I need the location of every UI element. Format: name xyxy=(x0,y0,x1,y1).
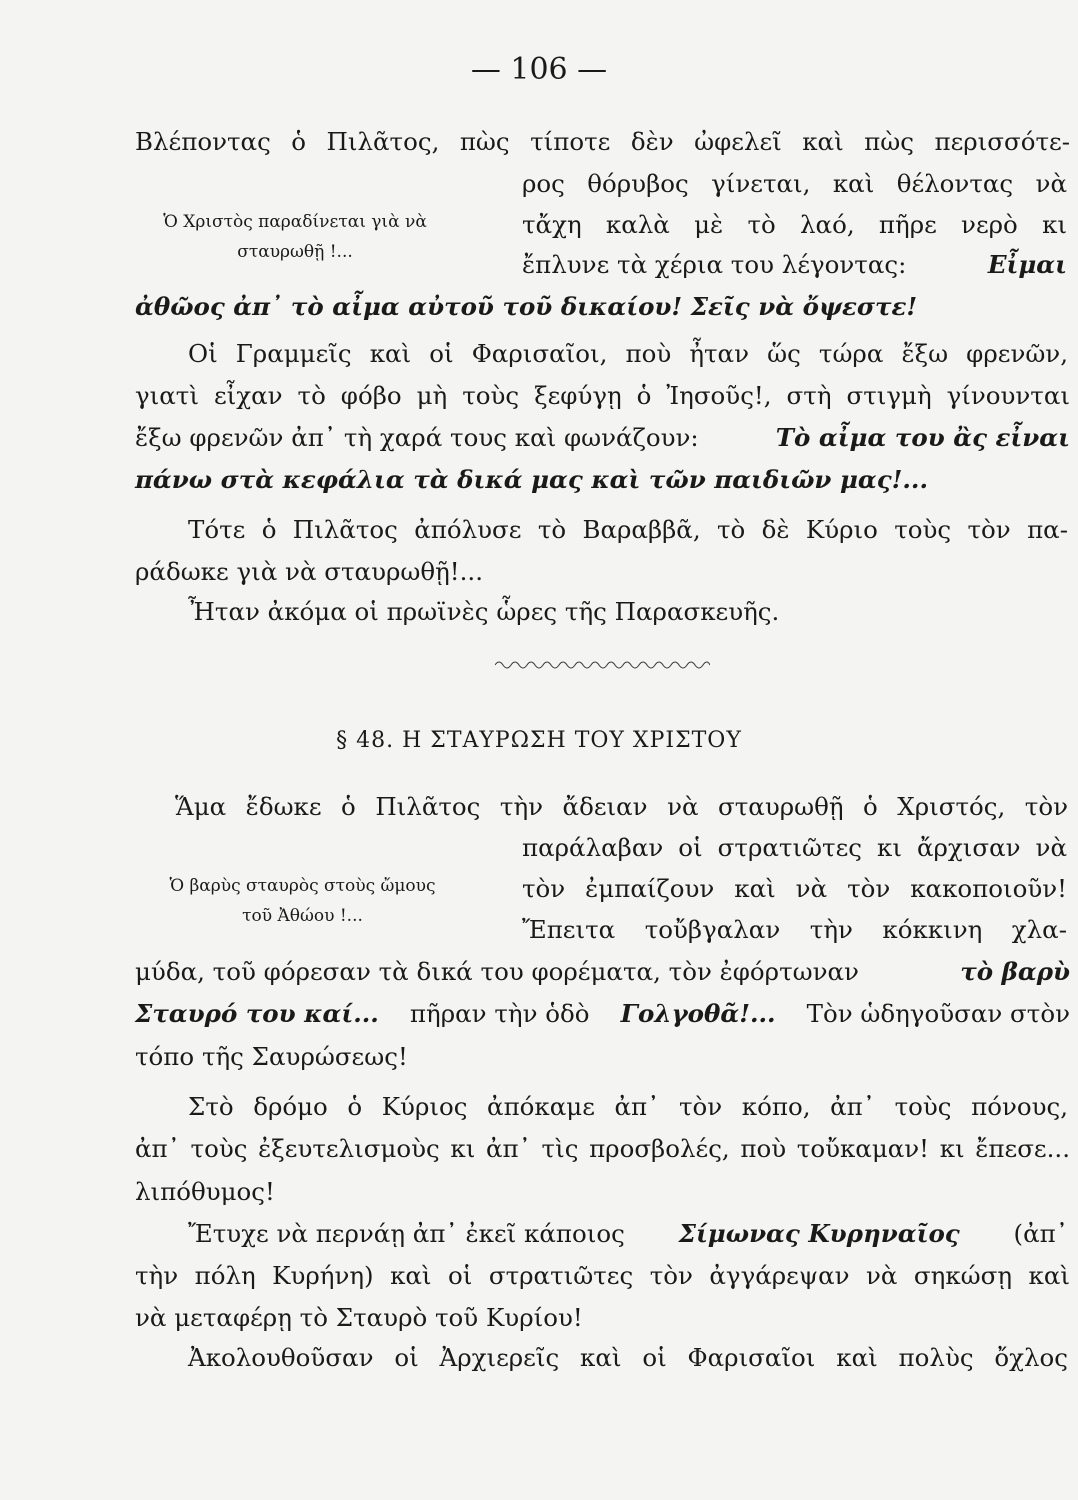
margin-note xyxy=(115,872,490,932)
text-line: Οἱ Γραμμεῖς καὶ οἱ Φαρισαῖοι, ποὺ ἦταν ὥς τώρα ἔξω φρενῶν, xyxy=(188,339,1068,368)
text-line: γιατὶ εἶχαν τὸ φόβο μὴ τοὺς ξεφύγῃ ὁ Ἰησοῦς!, στὴ στιγμὴ γίνουνται xyxy=(135,381,1070,410)
text-line: λιπόθυμος! xyxy=(135,1177,275,1206)
emphasis-line: ἀθῶος ἀπ᾽ τὸ αἶμα αὐτοῦ τοῦ δικαίου! Σεῖς νὰ ὄψεστε! xyxy=(135,292,918,321)
page-number: — 106 — xyxy=(470,52,608,87)
text-line: τὴν πόλη Κυρήνη) καὶ οἱ στρατιῶτες τὸν ἀγγάρεψαν νὰ σηκώσῃ καὶ xyxy=(135,1261,1070,1290)
margin-note-line: σταυρωθῇ !... xyxy=(237,241,353,262)
text-line: ἀπ᾽ τοὺς ἐξευτελισμοὺς κι ἀπ᾽ τὶς προσβολές, ποὺ τοὔκαμαν! κι ἔπεσε... xyxy=(135,1134,1070,1163)
emphasis-line: πάνω στὰ κεφάλια τὰ δικά μας καὶ τῶν παιδιῶν μας!... xyxy=(135,465,928,494)
text-line xyxy=(522,250,1067,279)
text-span: Τὸν ὡδηγοῦσαν στὸν xyxy=(806,999,1070,1028)
emphasis-text: Σίμωνας Κυρηναῖος xyxy=(678,1219,960,1248)
text-line xyxy=(135,957,1070,986)
text-span: (ἀπ᾽ xyxy=(1013,1219,1068,1248)
section-title: § 48. Η ΣΤΑΥΡΩΣΗ ΤΟΥ ΧΡΙΣΤΟΥ xyxy=(336,728,742,753)
text-span: ἔξω φρενῶν ἀπ᾽ τὴ χαρά τους καὶ φωνάζουν: xyxy=(135,423,699,452)
emphasis-text: Γολγοθᾶ!... xyxy=(620,999,776,1028)
text-line: Ἦταν ἀκόμα οἱ πρωϊνὲς ὧρες τῆς Παρασκευῆς. xyxy=(188,597,780,626)
margin-note-line: τοῦ Ἀθώου !... xyxy=(242,905,363,926)
text-span: ἔπλυνε τὰ χέρια του λέγοντας: xyxy=(522,250,907,279)
text-line: παράλαβαν οἱ στρατιῶτες κι ἄρχισαν νὰ xyxy=(522,833,1067,862)
text-line xyxy=(135,423,1070,452)
emphasis-text: Σταυρό του καί... xyxy=(135,999,379,1028)
text-line: νὰ μεταφέρῃ τὸ Σταυρὸ τοῦ Κυρίου! xyxy=(135,1303,583,1332)
text-span: πῆραν τὴν ὁδὸ xyxy=(409,999,590,1028)
text-line: Τότε ὁ Πιλᾶτος ἀπόλυσε τὸ Βαραββᾶ, τὸ δὲ Κύριο τοὺς τὸν πα- xyxy=(188,515,1068,544)
wavy-divider xyxy=(495,655,710,675)
margin-note-line: Ὁ Χριστὸς παραδίνεται γιὰ νὰ xyxy=(163,212,427,232)
margin-note xyxy=(100,208,490,268)
text-line: Ἅμα ἔδωκε ὁ Πιλᾶτος τὴν ἄδειαν νὰ σταυρωθῇ ὁ Χριστός, τὸν xyxy=(175,792,1068,821)
text-span: Ἔτυχε νὰ περνάῃ ἀπ᾽ ἐκεῖ κάποιος xyxy=(188,1219,625,1248)
text-line: Ἀκολουθοῦσαν οἱ Ἀρχιερεῖς καὶ οἱ Φαρισαῖοι καὶ πολὺς ὄχλος xyxy=(188,1343,1068,1372)
text-line: ρος θόρυβος γίνεται, καὶ θέλοντας νὰ xyxy=(522,169,1067,198)
emphasis-text: Εἶμαι xyxy=(987,250,1067,279)
text-line: Ἔπειτα τοὔβγαλαν τὴν κόκκινη χλα- xyxy=(522,915,1067,944)
text-line: τἄχη καλὰ μὲ τὸ λαό, πῆρε νερὸ κι xyxy=(522,210,1067,239)
emphasis-text: τὸ βαρὺ xyxy=(960,957,1070,986)
text-line: Στὸ δρόμο ὁ Κύριος ἀπόκαμε ἀπ᾽ τὸν κόπο, ἀπ᾽ τοὺς πόνους, xyxy=(188,1092,1068,1121)
text-span: μύδα, τοῦ φόρεσαν τὰ δικά του φορέματα, τὸν ἐφόρτωναν xyxy=(135,957,859,986)
text-line: Βλέποντας ὁ Πιλᾶτος, πὼς τίποτε δὲν ὠφελεῖ καὶ πὼς περισσότε- xyxy=(135,127,1070,156)
text-line: τόπο τῆς Σαυρώσεως! xyxy=(135,1042,408,1071)
text-line: τὸν ἐμπαίζουν καὶ νὰ τὸν κακοποιοῦν! xyxy=(522,874,1067,903)
emphasis-text: Τὸ αἶμα του ἂς εἶναι xyxy=(775,423,1070,452)
margin-note-line: Ὁ βαρὺς σταυρὸς στοὺς ὤμους xyxy=(169,876,436,896)
text-line xyxy=(135,999,1070,1028)
text-line xyxy=(188,1219,1068,1248)
text-line: ράδωκε γιὰ νὰ σταυρωθῇ!... xyxy=(135,557,484,586)
